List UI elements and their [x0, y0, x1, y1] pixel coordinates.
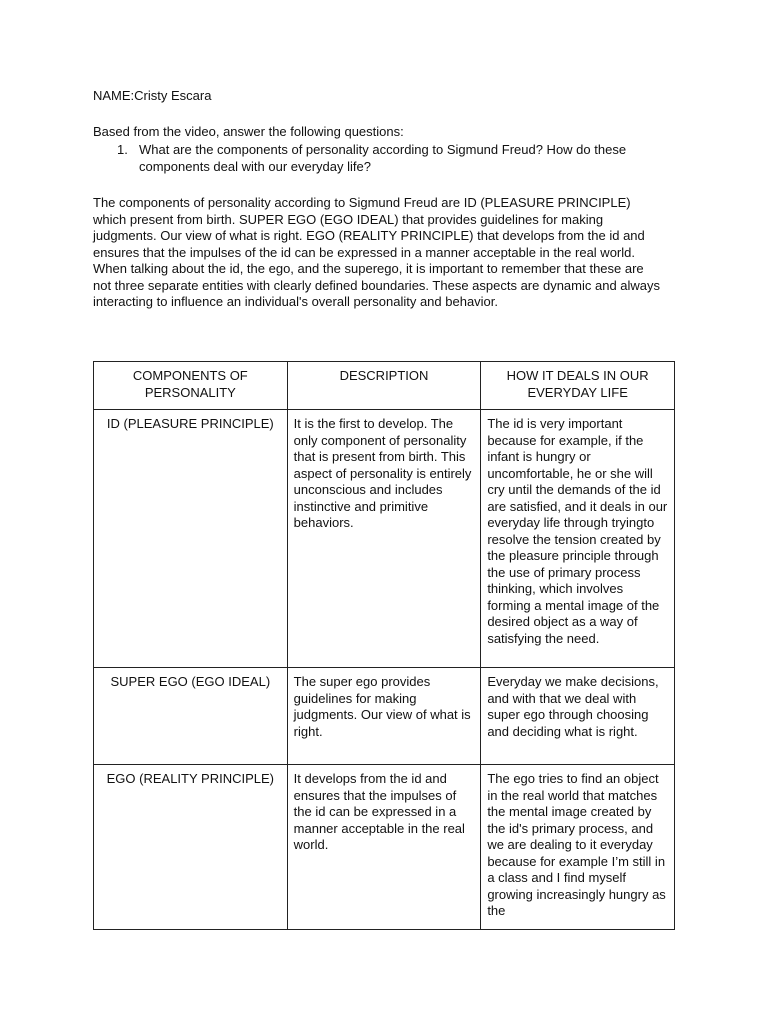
component-cell: EGO (REALITY PRINCIPLE) — [94, 765, 288, 930]
instructions-text: Based from the video, answer the following questions: — [93, 124, 404, 139]
everyday-life-cell: Everyday we make decisions, and with that we deal with super ego through choosing and deciding what is right. — [481, 668, 675, 765]
question-text: What are the components of personality according to Sigmund Freud? How do these components deal with our everyday life? — [139, 142, 627, 174]
header-components: COMPONENTS OF PERSONALITY — [94, 362, 288, 410]
answer-paragraph — [93, 195, 663, 311]
component-cell: ID (PLEASURE PRINCIPLE) — [94, 410, 288, 668]
header-description: DESCRIPTION — [287, 362, 481, 410]
everyday-life-cell: The id is very important because for example, if the infant is hungry or uncomfortable, he or she will cry until the demands of the id are satisfied, and it deals in our everyday life through tryingto resolve the tension created by the pleasure principle through the use of primary process thinking, which involves forming a mental image of the desired object as a way of satisfying the need. — [481, 410, 675, 668]
table-header-row — [94, 362, 675, 410]
question-number: 1. — [117, 142, 128, 157]
component-cell: SUPER EGO (EGO IDEAL) — [94, 668, 288, 765]
answer-text: The components of personality according to Sigmund Freud are ID (PLEASURE PRINCIPLE) which present from birth. SUPER EGO (EGO IDEAL) that provides guidelines for making judgments. Our view of what is right. EGO (REALITY PRINCIPLE) that develops from the id and ensures that the impulses of the id can be expressed in a manner acceptable in the real world. When talking about the id, the ego, and the superego, it is important to remember that these are not three separate entities with clearly defined boundaries. These aspects are dynamic and always interacting to influence an individual's overall personality and behavior. — [93, 195, 661, 309]
table-row — [94, 668, 675, 765]
description-cell: It develops from the id and ensures that the impulses of the id can be expressed in a manner acceptable in the real world. — [287, 765, 481, 930]
table-row — [94, 765, 675, 930]
description-cell: It is the first to develop. The only component of personality that is present from birth. This aspect of personality is entirely unconscious and includes instinctive and primitive behaviors. — [287, 410, 481, 668]
components-table — [93, 361, 675, 930]
student-name-line: NAME:Cristy Escara — [93, 88, 212, 103]
description-cell: The super ego provides guidelines for making judgments. Our view of what is right. — [287, 668, 481, 765]
everyday-life-cell: The ego tries to find an object in the real world that matches the mental image created by the id's primary process, and we are dealing to it everyday because for example I’m still in a class and I find myself growing increasingly hungry as the — [481, 765, 675, 930]
header-how-it-deals: HOW IT DEALS IN OUR EVERYDAY LIFE — [481, 362, 675, 410]
table-row — [94, 410, 675, 668]
